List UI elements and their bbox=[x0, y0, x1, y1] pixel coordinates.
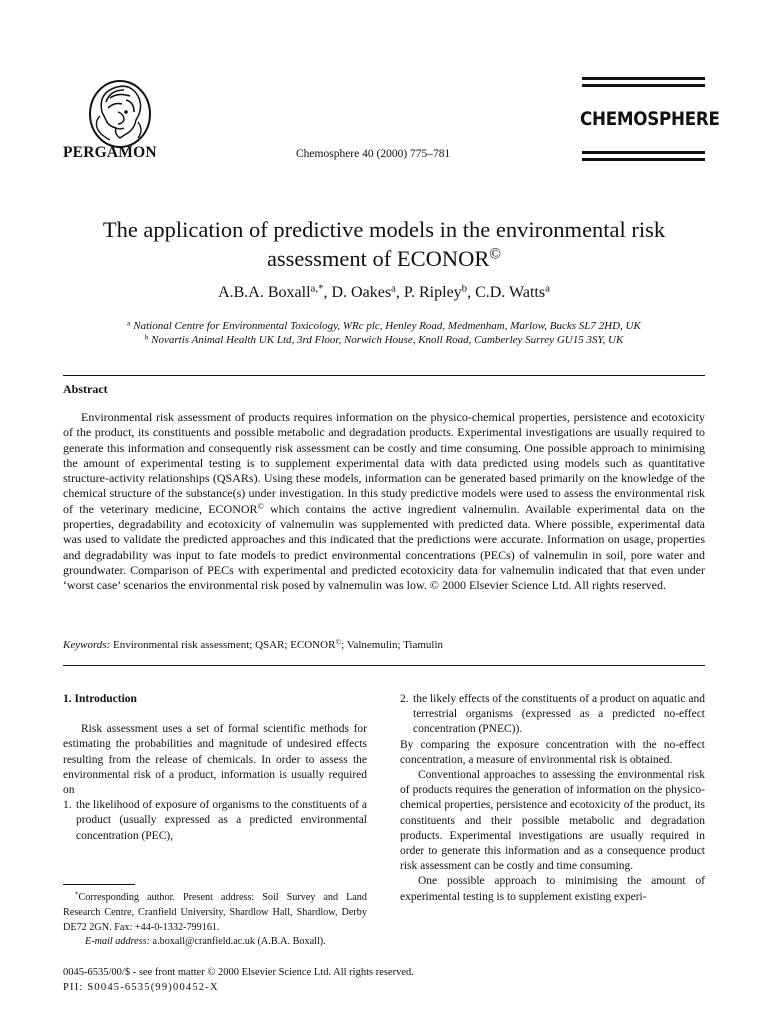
abstract-top-rule bbox=[63, 375, 705, 376]
pii-line: PII: S0045-6535(99)00452-X bbox=[63, 982, 219, 993]
author-list bbox=[50, 284, 718, 302]
email-label: E-mail address: bbox=[85, 936, 150, 948]
journal-rule-bottom bbox=[582, 151, 705, 154]
journal-rule-bottom-2 bbox=[582, 158, 705, 161]
list-number: 1. bbox=[63, 799, 72, 812]
affiliations bbox=[50, 319, 718, 347]
copyright-mark: © bbox=[335, 637, 342, 647]
copyright-mark: © bbox=[489, 245, 502, 263]
affiliation-mark: b bbox=[144, 332, 149, 342]
author-separator: , bbox=[323, 284, 332, 301]
journal-citation: Chemosphere 40 (2000) 775–781 bbox=[296, 148, 451, 160]
issn-line: 0045-6535/00/$ - see front matter © 2000 Elsevier Science Ltd. All rights reserved. bbox=[63, 967, 414, 978]
author-affiliation-mark: a bbox=[391, 282, 396, 295]
abstract-text-part: which contains the active ingredient valnemulin. Available experimental data on the properties, degradability and ecotoxicity of valnemulin was supplemented with predicted data. Where possible, experimental data was used to validate the predicted approaches and this indicated that the predictions were accurate. Information on usage, properties and degradability was input to fate models to predict environmental concentrations (PECs) of valnemulin in soil, pore water and groundwater. Comparison of PECs with experimental and predicted ecotoxicity data for valnemulin indicated that that even under ‘worst case’ scenarios the environmental risk posed by valnemulin was low. © 2000 Elsevier Science Ltd. All rights reserved. bbox=[63, 501, 705, 593]
list-number: 2. bbox=[400, 693, 409, 705]
author-name: C.D. Watts bbox=[475, 284, 546, 301]
footnote bbox=[63, 891, 367, 950]
author-affiliation-mark: a,* bbox=[310, 282, 324, 295]
list-item bbox=[400, 692, 705, 738]
title-line-2: assessment of ECONOR bbox=[266, 246, 490, 271]
author-affiliation-mark: b bbox=[461, 282, 468, 295]
abstract-heading: Abstract bbox=[63, 382, 108, 396]
pergamon-logo-icon bbox=[80, 72, 160, 152]
front-matter bbox=[63, 965, 414, 995]
list-item bbox=[63, 798, 367, 844]
affiliation-a bbox=[50, 319, 718, 333]
author-separator: , bbox=[467, 284, 476, 301]
abstract-bottom-rule bbox=[63, 665, 705, 666]
journal-name: CHEMOSPHERE bbox=[580, 108, 720, 130]
footnote-body: Corresponding author. Present address: Soil Survey and Land Research Centre, Cranfield University, Shardlow Hall, Shardlow, Derby DE72 2GN. Fax: +44-0-1332-799161. bbox=[63, 892, 367, 933]
author-separator: , bbox=[395, 284, 404, 301]
author-name: P. Ripley bbox=[403, 284, 462, 301]
section-heading: 1. Introduction bbox=[63, 693, 137, 705]
body-column-right bbox=[400, 692, 705, 905]
abstract-text bbox=[63, 410, 705, 594]
keywords bbox=[63, 639, 705, 651]
title-line-1: The application of predictive models in the environmental risk bbox=[102, 217, 666, 242]
email-address: a.boxall@cranfield.ac.uk (A.B.A. Boxall). bbox=[150, 936, 326, 948]
body-paragraph: Conventional approaches to assessing the environmental risk of products requires the generation of information on the physico-chemical properties, persistence and ecotoxicity of the product, its constituents and their possible metabolic and degradation products. Experimental investigations are usually required in order to generate this information and as a consequence product risk assessment can be costly and time consuming. bbox=[400, 769, 705, 873]
footnote-email bbox=[63, 935, 367, 950]
copyright-mark: © bbox=[257, 501, 264, 511]
affiliation-text: National Centre for Environmental Toxicology, WRc plc, Henley Road, Medmenham, Marlow, Bucks SL7 2HD, UK bbox=[130, 320, 641, 332]
body-paragraph: One possible approach to minimising the amount of experimental testing is to supplement existing experi- bbox=[400, 875, 705, 903]
author-name: D. Oakes bbox=[331, 284, 392, 301]
footnote-rule bbox=[63, 884, 135, 885]
author-name: A.B.A. Boxall bbox=[218, 284, 311, 301]
publisher-name: PERGAMON bbox=[63, 144, 157, 161]
body-paragraph: By comparing the exposure concentration with the no-effect concentration, a measure of environmental risk is obtained. bbox=[400, 738, 705, 766]
affiliation-mark: a bbox=[127, 318, 131, 328]
keywords-text: ; Valnemulin; Tiamulin bbox=[341, 639, 444, 651]
abstract-text-part: Environmental risk assessment of products requires information on the physico-chemical properties, persistence and ecotoxicity of the product, its constituents and possible metabolic and degradation products. Experimental investigations are usually required to generate this information and consequently risk assessment can be costly and time consuming. One possible approach to minimising the amount of experimental testing is to supplement experimental data with data predicted using models such as quantitative structure-activity relationships (QSARs). Using these models, information can be generated based primarily on the knowledge of the chemical structure of the substance(s) under investigation. In this study predictive models were used to assess the environmental risk of the veterinary medicine, ECONOR bbox=[63, 410, 705, 516]
journal-rule-top bbox=[582, 77, 705, 80]
footnote-text bbox=[63, 891, 367, 935]
affiliation-text: Novartis Animal Health UK Ltd, 3rd Floor, Norwich House, Knoll Road, Camberley Surrey GU15 3SY, UK bbox=[148, 334, 624, 346]
list-text: the likelihood of exposure of organisms to the constituents of a product (usually expressed as a predicted environmental concentration (PEC), bbox=[76, 799, 367, 842]
keywords-text: Environmental risk assessment; QSAR; ECONOR bbox=[110, 639, 336, 651]
body-column-left bbox=[63, 692, 367, 844]
list-text: the likely effects of the constituents of a product on aquatic and terrestrial organisms (expressed as a predicted no-effect concentration (PNEC)). bbox=[413, 693, 705, 736]
article-title bbox=[50, 215, 718, 273]
keywords-label: Keywords: bbox=[63, 639, 111, 651]
author-affiliation-mark: a bbox=[545, 282, 550, 295]
footnote-mark: * bbox=[75, 891, 79, 899]
journal-rule-top-2 bbox=[582, 84, 705, 87]
affiliation-b bbox=[50, 333, 718, 347]
body-paragraph: Risk assessment uses a set of formal scientific methods for estimating the probabilities and magnitude of undesired effects resulting from the release of chemicals. In order to assess the environmental risk of a product, information is usually required on bbox=[63, 723, 367, 797]
